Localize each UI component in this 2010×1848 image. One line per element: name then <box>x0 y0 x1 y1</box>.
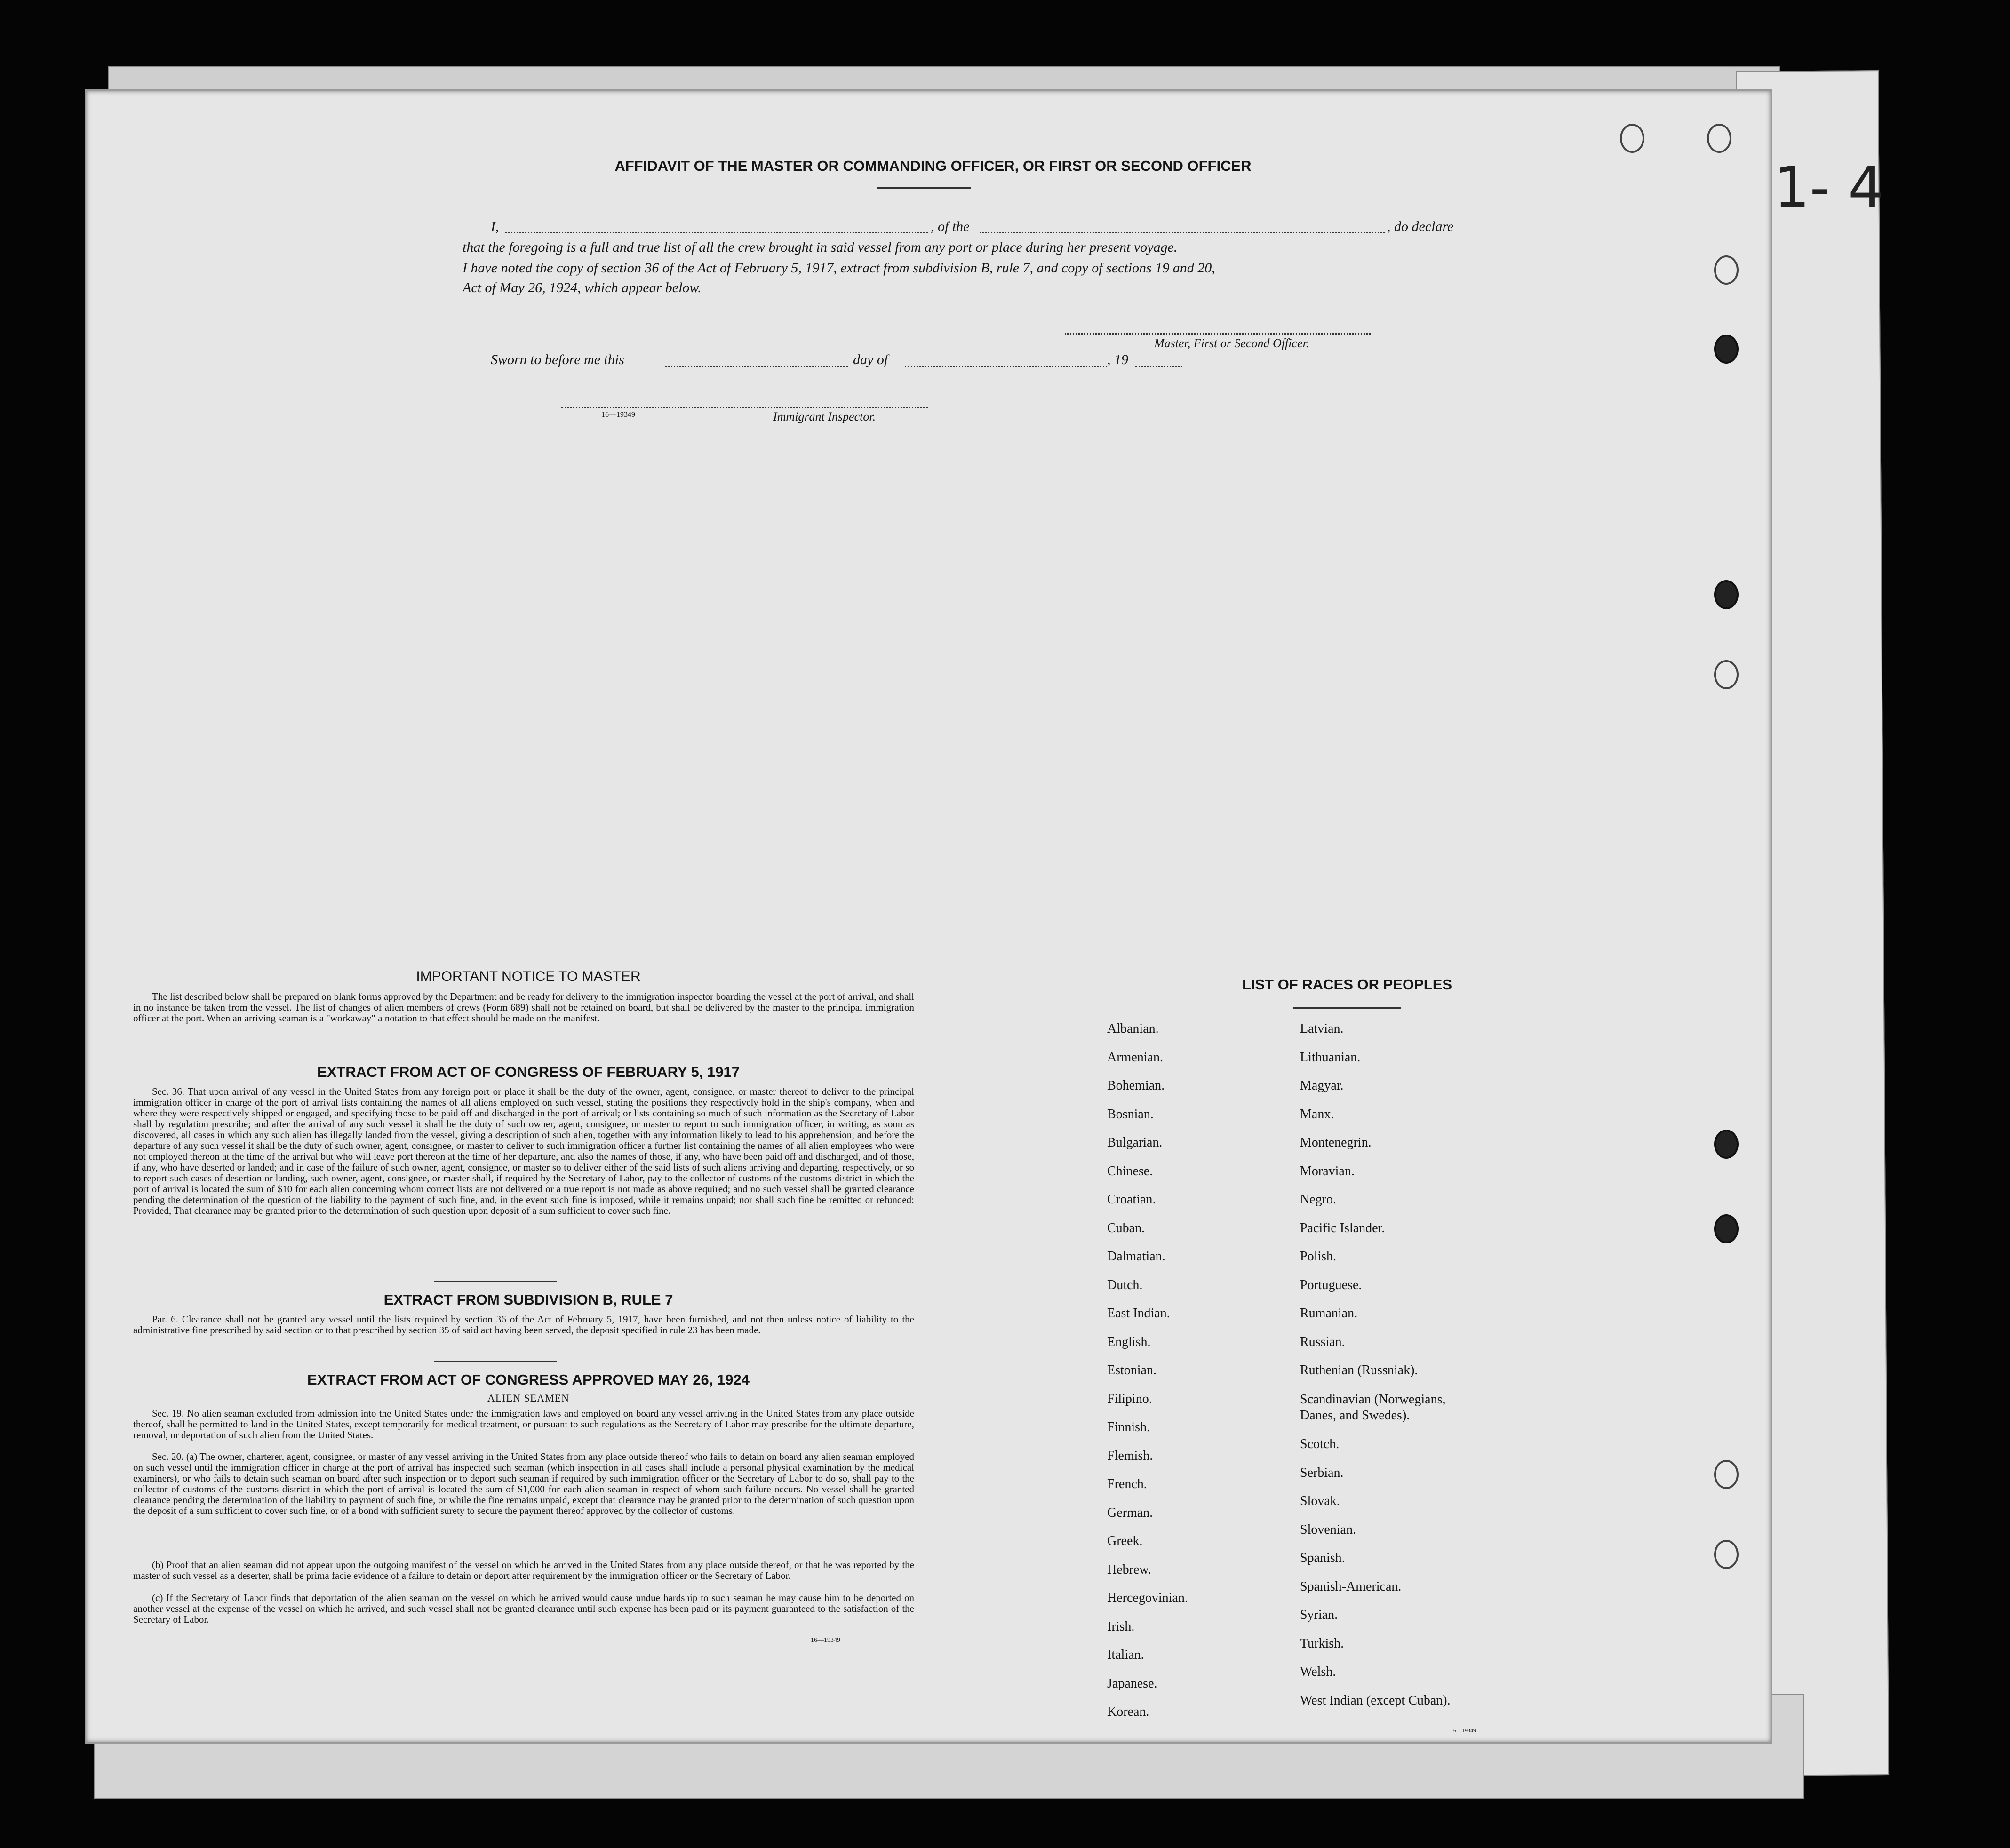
race-item: Rumanian. <box>1300 1306 1358 1321</box>
race-item: Serbian. <box>1300 1465 1344 1480</box>
race-item: English. <box>1107 1334 1151 1349</box>
race-item: Latvian. <box>1300 1021 1344 1036</box>
race-item: Montenegrin. <box>1300 1135 1372 1150</box>
sec-20c-text: (c) If the Secretary of Labor finds that deportation of the alien seaman on the vessel on which he arrived would cause undue hardship to such seaman he may cause him to be deported on another vessel at the expense of the vessel on which he arrived, and such vessel shall not be granted clearance until such expense has been paid or its payment guaranteed to the satisfaction of the Secretary of Labor. <box>133 1592 914 1625</box>
race-item: Slovak. <box>1300 1494 1340 1509</box>
race-item: Bohemian. <box>1107 1078 1165 1093</box>
sec-20a-text: Sec. 20. (a) The owner, charterer, agent, consignee, or master of any vessel arriving in the United States from any place outside thereof who fails to detain on board any alien seaman employed on such vessel until the immigration officer in charge at the port of arrival has inspected such seaman (which inspection in all cases shall include a personal physical examination by the medical examiners), or who fails to detain such seaman on board after such inspection or to deport such seaman if required by such immigration officer or the Secretary of Labor to do so, shall pay to the collector of customs of the customs district in which the port of arrival is located the sum of $1,000 for each alien seaman in respect of whom such failure occurs. No vessel shall be granted clearance pending the determination of the liability to payment of such fine, or while the fine remains unpaid, except that clearance may be granted prior to the determination of such question upon the deposit of a sum sufficient to cover such fine, or of a bond with sufficient surety to secure the payment thereof approved by the collector of customs. <box>133 1451 914 1516</box>
race-item: Syrian. <box>1300 1608 1338 1623</box>
race-item: Turkish. <box>1300 1636 1344 1651</box>
extract-form-no: 16—19349 <box>811 1637 840 1644</box>
extract-rule7-title: EXTRACT FROM SUBDIVISION B, RULE 7 <box>383 1291 673 1308</box>
race-item: Lithuanian. <box>1300 1050 1361 1065</box>
race-item: Albanian. <box>1107 1021 1159 1036</box>
race-item: Flemish. <box>1107 1448 1153 1463</box>
master-label: Master, First or Second Officer. <box>1154 336 1309 350</box>
race-item: Welsh. <box>1300 1665 1336 1680</box>
race-item: Italian. <box>1107 1648 1144 1662</box>
race-item: East Indian. <box>1107 1306 1170 1321</box>
race-item: Slovenian. <box>1300 1522 1356 1537</box>
extract-1917-text: Sec. 36. That upon arrival of any vessel in the United States from any foreign port or place it shall be the duty of the owner, agent, consignee, or master thereof to deliver to the principal immigration officer in charge of the port of arrival lists containing the names of all aliens employed on such vessel, stating the positions they respectively hold in the ship's company, when and where they were respectively shipped or engaged, and specifying those to be paid off and discharged in the port of arrival; or lists containing so much of such information as the Secretary of Labor shall by regulation prescribe; and after the arrival of any such vessel it shall be the duty of such owner, agent, consignee, or master to report to such immigration officer, in writing, as soon as discovered, all cases in which any such alien has illegally landed from the vessel, giving a description of such alien, together with any information likely to lead to his apprehension; and before the departure of any such vessel it shall be the duty of such owner, agent, consignee, or master to deliver to such immigration officer a further list containing the names of all alien employees who were not employed thereon at the time of the arrival but who will leave port thereon at the time of her departure, and also the names of those, if any, who have been paid off and discharged, and of those, if any, who have deserted or landed; and in case of the failure of such owner, agent, consignee, or master so to deliver either of the said lists of such aliens arriving and departing, respectively, or so to report such cases of desertion or landing, such owner, agent, consignee, or master shall, if required by the Secretary of Labor, pay to the collector of customs of the customs district in which the port of arrival is located the sum of $10 for each alien concerning whom correct lists are not delivered or a true report is not made as above required; and no such vessel shall be granted clearance pending the determination of the question of the liability to the payment of such fine, and, in the event such fine is imposed, while it remains unpaid; nor shall such fine be remitted or refunded: Provided, That clearance may be granted prior to the determination of such question upon deposit of a sum sufficient to cover such fine. <box>133 1086 914 1216</box>
punch-hole <box>1714 1540 1739 1569</box>
race-item: Scotch. <box>1300 1437 1340 1452</box>
race-item: Bulgarian. <box>1107 1135 1163 1150</box>
divider-1 <box>434 1281 557 1282</box>
race-item: Magyar. <box>1300 1078 1344 1093</box>
race-item: Russian. <box>1300 1334 1345 1349</box>
race-item: Cuban. <box>1107 1220 1145 1235</box>
affidavit-title: AFFIDAVIT OF THE MASTER OR COMMANDING OFFICER, OR FIRST OR SECOND OFFICER <box>614 158 1252 174</box>
punch-hole <box>1714 660 1739 689</box>
vessel-field[interactable] <box>980 232 1385 233</box>
race-item: Bosnian. <box>1107 1107 1154 1122</box>
extract-1924-subtitle: ALIEN SEAMEN <box>487 1392 569 1404</box>
inspector-signature-line[interactable] <box>561 407 928 408</box>
extract-rule7-text: Par. 6. Clearance shall not be granted any vessel until the lists required by section 36 of the Act of February 5, 1917, have been furnished, and not then unless notice of liability to the administrative fine prescribed by said section or to that prescribed by section 35 of said act having been served, the deposit specified in rule 23 has been made. <box>133 1314 914 1336</box>
sworn-year-field[interactable] <box>1135 366 1182 367</box>
sworn-day-of: day of <box>853 352 888 367</box>
punch-hole <box>1714 1130 1739 1159</box>
master-signature-line[interactable] <box>1065 333 1371 335</box>
race-item: Pacific Islander. <box>1300 1220 1385 1235</box>
document-page <box>85 89 1772 1744</box>
affidavit-line-3: I have noted the copy of section 36 of the Act of February 5, 1917, extract from subdivision B, rule 7, and copy of sections 19 and 20, <box>463 260 1215 276</box>
races-title: LIST OF RACES OR PEOPLES <box>1242 976 1452 993</box>
affidavit-form-no: 16—19349 <box>601 411 635 419</box>
punch-hole <box>1620 124 1644 153</box>
races-form-no: 16—19349 <box>1451 1727 1476 1734</box>
punch-hole <box>1714 580 1739 609</box>
race-item: Estonian. <box>1107 1363 1157 1378</box>
races-underline <box>1293 1007 1401 1009</box>
divider-2 <box>434 1361 557 1362</box>
punch-hole <box>1707 124 1731 153</box>
title-underline <box>877 187 971 189</box>
inspector-label: Immigrant Inspector. <box>773 410 876 423</box>
race-item: German. <box>1107 1505 1153 1520</box>
handwritten-mark: 1- 4 <box>1774 155 1884 221</box>
race-item: Dalmatian. <box>1107 1249 1165 1264</box>
race-item: Negro. <box>1300 1192 1336 1207</box>
affidavit-line-2: that the foregoing is a full and true list of all the crew brought in said vessel from any port or place during her present voyage. <box>463 239 1178 255</box>
race-item: Armenian. <box>1107 1050 1163 1065</box>
sworn-day-field[interactable] <box>665 366 848 367</box>
race-item: Dutch. <box>1107 1277 1143 1292</box>
race-item: Spanish-American. <box>1300 1579 1402 1594</box>
race-item: Filipino. <box>1107 1391 1152 1406</box>
notice-text: The list described below shall be prepared on blank forms approved by the Department and be ready for delivery to the immigration inspector boarding the vessel at the port of arrival, and shall in no instance be taken from the vessel. The list of changes of alien members of crews (Form 689) shall not be retained on board, but shall be delivered by the master to the principal immigration officer at the port. When an arriving seaman is a "workaway" a notation to that effect should be made on the manifest. <box>133 991 914 1024</box>
race-item: Croatian. <box>1107 1192 1156 1207</box>
race-item: Polish. <box>1300 1249 1337 1264</box>
sec-19-text: Sec. 19. No alien seaman excluded from admission into the United States under the immigration laws and employed on board any vessel arriving in the United States from any place outside thereof, shall be permitted to land in the United States, except temporarily for medical treatment, or pursuant to such regulations as the Secretary of Labor may prescribe for the ultimate departure, removal, or deportation of such alien from the United States. <box>133 1408 914 1441</box>
race-item: Hercegovinian. <box>1107 1591 1188 1605</box>
race-item: Korean. <box>1107 1705 1149 1719</box>
affidavit-line-4: Act of May 26, 1924, which appear below. <box>463 280 702 295</box>
punch-hole <box>1714 1214 1739 1243</box>
race-item: Greek. <box>1107 1534 1143 1548</box>
race-item: Japanese. <box>1107 1676 1157 1691</box>
punch-hole <box>1714 335 1739 364</box>
race-item: Portuguese. <box>1300 1277 1362 1292</box>
race-item: Manx. <box>1300 1107 1334 1122</box>
race-item: Spanish. <box>1300 1551 1345 1566</box>
race-item: Scandinavian (Norwegians, Danes, and Swedes). <box>1300 1392 1446 1423</box>
affidavit-of-the: , of the <box>931 219 970 234</box>
notice-title: IMPORTANT NOTICE TO MASTER <box>416 969 641 984</box>
race-item: Hebrew. <box>1107 1562 1151 1577</box>
race-item: Irish. <box>1107 1619 1135 1634</box>
race-item: French. <box>1107 1477 1147 1491</box>
race-item: Ruthenian (Russniak). <box>1300 1363 1418 1378</box>
sworn-year: , 19 <box>1107 352 1128 367</box>
punch-hole <box>1714 1460 1739 1489</box>
extract-1924-title: EXTRACT FROM ACT OF CONGRESS APPROVED MAY 26, 1924 <box>307 1371 750 1388</box>
race-item: Finnish. <box>1107 1420 1150 1434</box>
race-item: Chinese. <box>1107 1163 1153 1179</box>
sec-20b-text: (b) Proof that an alien seaman did not appear upon the outgoing manifest of the vessel on which he arrived in the United States from any place outside thereof, or that he was reported by the master of such vessel as a deserter, shall be prima facie evidence of a failure to detain or deport after requirement by the immigration officer or the Secretary of Labor. <box>133 1559 914 1581</box>
sworn-month-field[interactable] <box>905 366 1107 367</box>
extract-1917-title: EXTRACT FROM ACT OF CONGRESS OF FEBRUARY 5, 1917 <box>317 1064 740 1080</box>
sworn-text: Sworn to before me this <box>491 352 624 367</box>
punch-hole <box>1714 255 1739 285</box>
race-item: Moravian. <box>1300 1163 1355 1179</box>
affidavit-i: I, <box>491 219 499 234</box>
name-field[interactable] <box>505 232 928 233</box>
affidavit-declare: , do declare <box>1387 219 1454 234</box>
race-item: West Indian (except Cuban). <box>1300 1693 1451 1708</box>
